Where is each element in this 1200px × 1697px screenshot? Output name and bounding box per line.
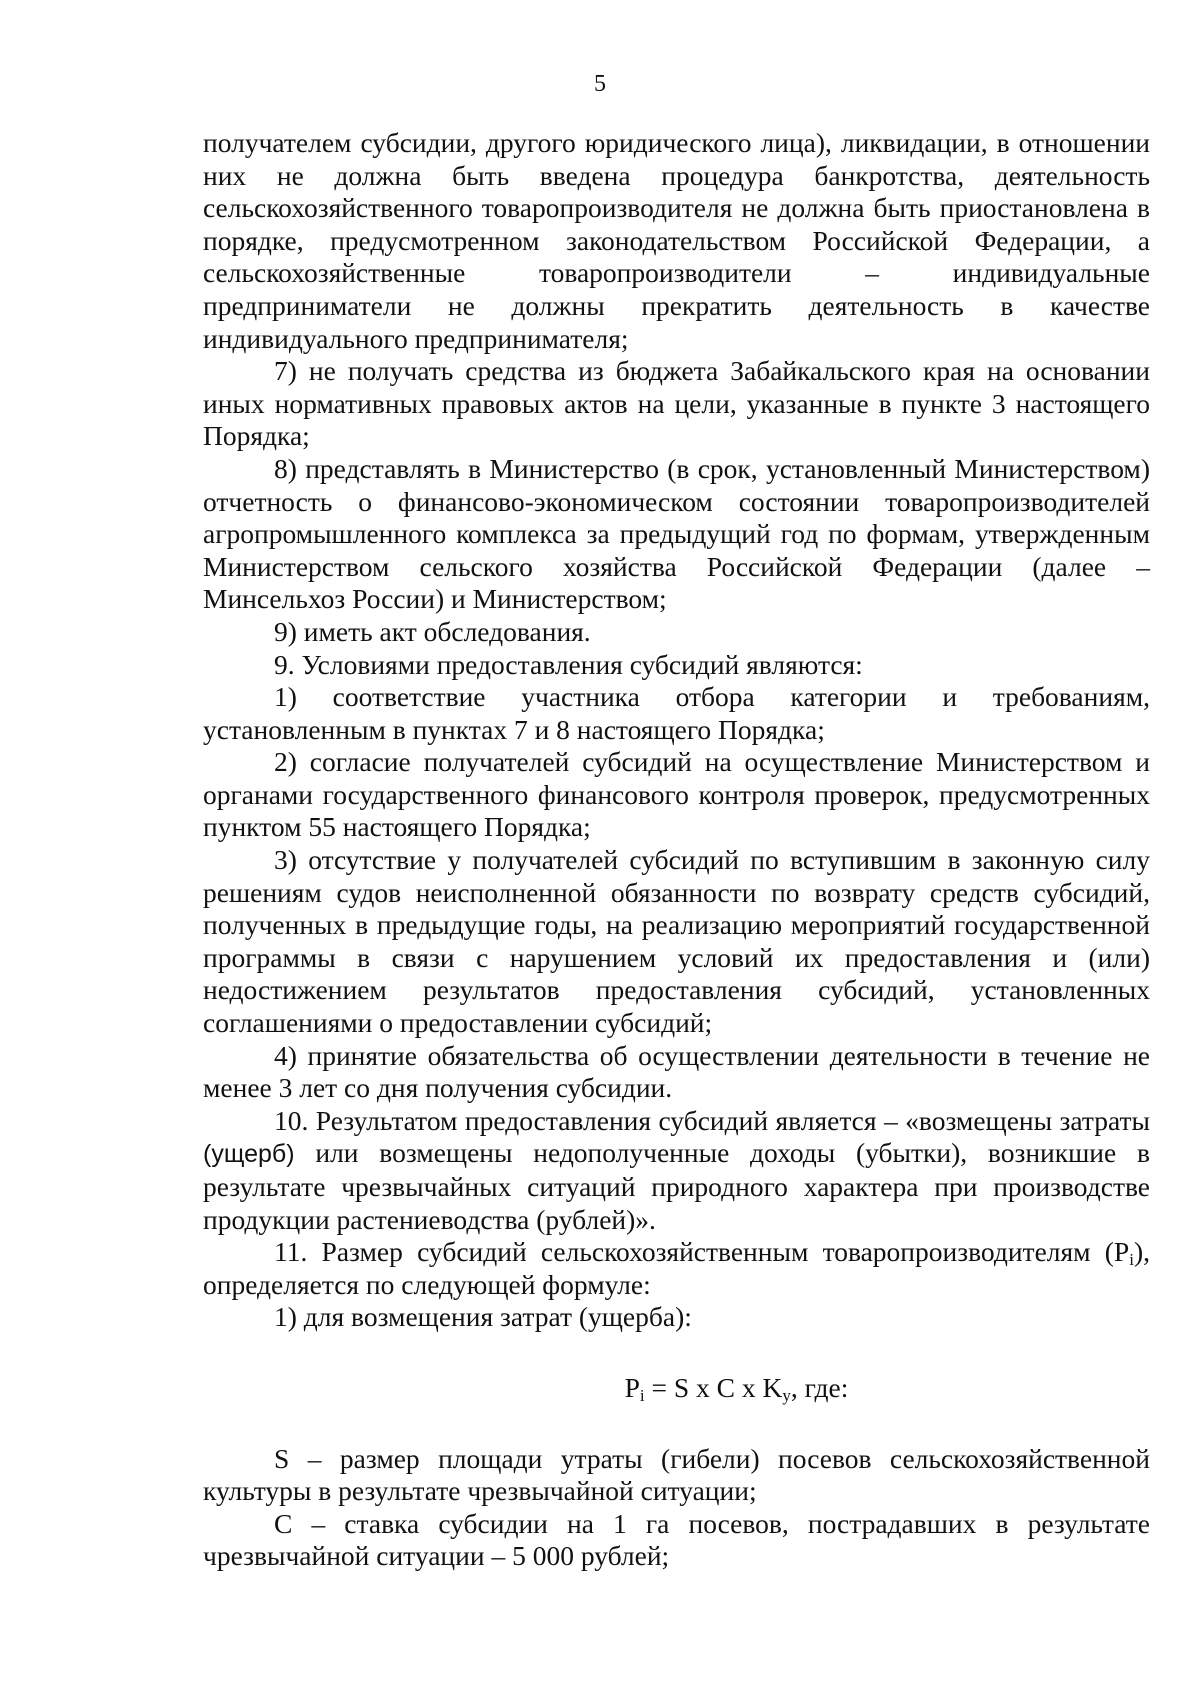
paragraph: 9) иметь акт обследования. bbox=[274, 615, 591, 647]
paragraph: 9. Условиями предоставления субсидий являются: bbox=[274, 648, 863, 680]
paragraph bbox=[203, 1236, 1150, 1301]
paragraph: получателем субсидии, другого юридического лица), ликвидации, в отношении них не должна быть введена процедура банкротства, деятельность сельскохозяйственного товаропроизводителя не должна быть приостановлена в порядке, предусмотренном законодательством Российской Федерации, а сельскохозяйственные товаропроизводители – индивидуальные предприниматели не должны прекратить деятельность в качестве индивидуального предпринимателя; bbox=[203, 127, 1150, 354]
formula-text: , где: bbox=[790, 1371, 849, 1403]
paragraph: 4) принятие обязательства об осуществлении деятельности в течение не менее 3 лет со дня получения субсидии. bbox=[203, 1039, 1150, 1104]
document-body bbox=[203, 127, 1150, 1573]
subscript: i bbox=[639, 1385, 645, 1405]
formula-text: P bbox=[624, 1371, 640, 1403]
formula-text: = S x C x K bbox=[644, 1371, 783, 1403]
paragraph: 1) соответствие участника отбора категории и требованиям, установленным в пунктах 7 и 8 настоящего Порядка; bbox=[203, 681, 1150, 745]
paragraph: C – ставка субсидии на 1 га посевов, пострадавших в результате чрезвычайной ситуации – 5 000 рублей; bbox=[203, 1507, 1150, 1572]
page-number: 5 bbox=[594, 71, 606, 97]
subscript: i bbox=[1129, 1250, 1134, 1270]
paragraph: 1) для возмещения затрат (ущерба): bbox=[274, 1301, 692, 1333]
paragraph bbox=[203, 1105, 1150, 1236]
paragraph-text: 11. Размер субсидий сельскохозяйственным товаропроизводителям (P bbox=[274, 1236, 1130, 1268]
paragraph: 8) представлять в Министерство (в срок, установленный Министерством) отчетность о финансово-экономическом состоянии товаропроизводителей агропромышленного комплекса за предыдущий год по формам, утвержденным Министерством сельского хозяйства Российской Федерации (далее – Минсельхоз России) и Министерством; bbox=[203, 452, 1150, 615]
paragraph-text: или возмещены недополученные доходы (убытки), возникшие в результате чрезвычайных ситуаций природного характера при производстве продукции растениеводства (рублей)». bbox=[203, 1137, 1150, 1235]
subscript: y bbox=[782, 1385, 791, 1405]
paragraph: S – размер площади утраты (гибели) посевов сельскохозяйственной культуры в результате чрезвычайной ситуации; bbox=[203, 1442, 1150, 1507]
paragraph: 7) не получать средства из бюджета Забайкальского края на основании иных нормативных правовых актов на цели, указанные в пункте 3 настоящего Порядка; bbox=[203, 355, 1150, 452]
paragraph: 3) отсутствие у получателей субсидий по вступившим в законную силу решениям судов неисполненной обязанности по возврату средств субсидий, полученных в предыдущие годы, на реализацию мероприятий государственной программы в связи с нарушением условий их предоставления и (или) недостижением результатов предоставления субсидий, установленных соглашениями о предоставлении субсидий; bbox=[203, 844, 1150, 1039]
paragraph-text: 10. Результатом предоставления субсидий является – «возмещены затраты bbox=[274, 1104, 1150, 1136]
paragraph: 2) согласие получателей субсидий на осуществление Министерством и органами государственного финансового контроля проверок, предусмотренных пунктом 55 настоящего Порядка; bbox=[203, 746, 1150, 843]
paragraph-text: ), определяется по следующей формуле: bbox=[203, 1236, 1150, 1300]
formula bbox=[203, 1372, 1150, 1405]
paragraph-text-sans: (ущерб) bbox=[203, 1140, 295, 1169]
